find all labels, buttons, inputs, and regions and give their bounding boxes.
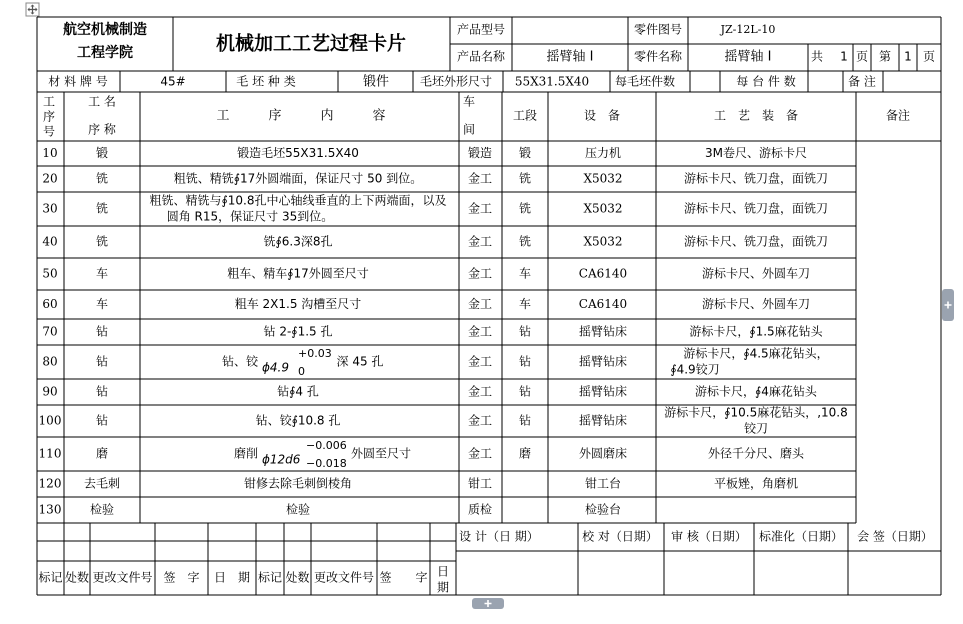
row-content: 铣∮6.3深8孔 — [263, 234, 333, 249]
row-workshop: 金工 — [467, 413, 493, 428]
row-content: 粗车、精车∮17外圆至尺寸 — [227, 266, 369, 281]
row-name: 钻 — [95, 324, 109, 339]
row-seq: 20 — [42, 171, 58, 186]
row-content: 锻造毛坯55X31.5X40 — [237, 146, 359, 160]
row-workshop: 锻造 — [467, 146, 493, 160]
row-content: 钻∮4 孔 — [277, 384, 319, 399]
row-tooling: 游标卡尺，∮4.5麻花钻头， — [683, 346, 829, 361]
revision-label: 处数 — [285, 570, 310, 585]
row-tooling: 游标卡尺，∮10.5麻花钻头，,10.8 — [664, 405, 848, 420]
row-name: 车 — [95, 297, 109, 311]
row-section: 钻 — [518, 413, 532, 428]
row-workshop: 金工 — [467, 266, 493, 281]
blank-size-value: 55X31.5X40 — [514, 74, 590, 89]
col-workshop-label: 间 — [462, 122, 476, 137]
col-seq-label: 号 — [42, 124, 56, 139]
row-workshop: 金工 — [467, 354, 493, 369]
row-content-after: 深 45 孔 — [336, 354, 384, 369]
revision-label: 处数 — [64, 570, 90, 585]
total-pages-value: 1 — [840, 49, 848, 64]
row-seq: 120 — [38, 476, 62, 491]
row-name: 锻 — [95, 146, 109, 160]
row-equipment: CA6140 — [578, 266, 628, 281]
row-content: 钳修去除毛刺倒棱角 — [243, 476, 353, 491]
row-content: 钻 2-∮1.5 孔 — [263, 324, 333, 339]
row-content: 检验 — [285, 502, 311, 517]
part-no-label: 零件图号 — [633, 22, 683, 37]
row-equipment: 摇臂钻床 — [578, 413, 628, 428]
row-seq: 30 — [42, 201, 58, 216]
row-name: 钻 — [95, 413, 109, 428]
revision-label: 标记 — [38, 570, 63, 585]
row-tooling: 平板矬，角磨机 — [713, 476, 799, 491]
row-seq: 90 — [42, 384, 58, 399]
row-workshop: 钳工 — [467, 476, 493, 491]
row-tooling: 3M卷尺、游标卡尺 — [705, 146, 807, 160]
col-name-label: 序 称 — [88, 122, 116, 137]
row-content: 圆角 R15，保证尺寸 35到位。 — [166, 209, 334, 224]
revision-label: 更改文件号 — [313, 570, 375, 585]
move-handle-icon[interactable] — [26, 3, 39, 16]
row-tooling: 游标卡尺、铣刀盘，面铣刀 — [683, 201, 829, 216]
row-seq: 60 — [42, 297, 58, 311]
revision-label: 签 字 — [163, 570, 200, 585]
revision-label: 日 期 — [213, 570, 251, 585]
proofread-label: 校 对（日期） — [582, 529, 658, 544]
row-seq: 70 — [42, 324, 58, 339]
row-name: 去毛刺 — [83, 476, 121, 491]
col-section-label: 工段 — [512, 108, 538, 123]
row-section: 车 — [518, 297, 532, 311]
col-content-label: 工 序 内 容 — [216, 108, 386, 124]
revision-label: 签 字 — [379, 570, 428, 585]
row-name: 钻 — [95, 384, 109, 399]
row-section: 铣 — [518, 234, 532, 249]
row-section: 铣 — [518, 201, 532, 216]
material-label: 材 料 牌 号 — [48, 74, 108, 89]
page-no-label: 第 — [878, 49, 892, 64]
col-name-label: 工 名 — [88, 94, 116, 109]
page-unit: 页 — [855, 49, 869, 64]
add-column-button[interactable] — [942, 289, 954, 321]
row-workshop: 金工 — [467, 234, 493, 249]
product-name-label: 产品名称 — [456, 49, 506, 64]
row-name: 检验 — [89, 502, 115, 517]
row-content-after: 外圆至尺寸 — [351, 446, 412, 461]
row-section: 钻 — [518, 324, 532, 339]
part-name-label: 零件名称 — [633, 49, 683, 64]
row-equipment: 检验台 — [584, 502, 622, 517]
revision-date-label: 日 — [436, 564, 450, 579]
col-equipment-label: 设 备 — [583, 108, 621, 123]
table-text — [38, 21, 935, 595]
row-content: 钻、铰 — [221, 354, 258, 369]
part-name-value: 摇臂轴 I — [724, 49, 772, 65]
school-name: 航空机械制造 — [63, 22, 147, 38]
row-equipment: 钳工台 — [584, 476, 622, 491]
row-content-tol-low: 0 — [298, 365, 305, 378]
row-tooling: 外径千分尺、磨头 — [707, 446, 805, 461]
row-name: 磨 — [95, 446, 109, 461]
blank-type-label: 毛 坯 种 类 — [236, 74, 296, 89]
row-seq: 130 — [38, 502, 62, 517]
col-workshop-label: 车 — [462, 94, 476, 109]
row-tooling: 游标卡尺，∮1.5麻花钻头 — [689, 324, 823, 339]
row-name: 铣 — [95, 201, 109, 216]
part-no-value: JZ-12L-10 — [720, 23, 776, 36]
row-tooling: 游标卡尺、铣刀盘，面铣刀 — [683, 171, 829, 186]
row-equipment: 压力机 — [584, 146, 622, 160]
row-section: 钻 — [518, 354, 532, 369]
row-section: 钻 — [518, 384, 532, 399]
row-equipment: 摇臂钻床 — [578, 384, 628, 399]
col-seq-label: 序 — [42, 109, 56, 124]
row-tooling: 铰刀 — [743, 421, 769, 436]
page-unit: 页 — [922, 49, 936, 64]
row-equipment: X5032 — [583, 171, 623, 186]
row-name: 铣 — [95, 234, 109, 249]
row-content-dim: ϕ4.9 — [262, 360, 289, 375]
standardize-label: 标准化（日期） — [758, 529, 844, 544]
material-value: 45# — [160, 74, 186, 89]
row-equipment: X5032 — [583, 201, 623, 216]
remark-label: 备 注 — [848, 74, 876, 89]
row-equipment: CA6140 — [578, 297, 628, 311]
design-label: 设 计（日 期） — [459, 529, 539, 544]
row-tooling: 游标卡尺，∮4麻花钻头 — [695, 384, 817, 399]
row-tooling: ∮4.9铰刀 — [670, 362, 720, 377]
row-name: 铣 — [95, 171, 109, 186]
row-seq: 110 — [38, 446, 62, 461]
school-name: 工程学院 — [77, 45, 133, 61]
row-content: 粗车 2X1.5 沟槽至尺寸 — [234, 297, 362, 311]
row-content: 粗铣、精铣与∮10.8孔中心轴线垂直的上下两端面，以及 — [149, 193, 447, 208]
blank-type-value: 锻件 — [362, 74, 390, 90]
row-section: 铣 — [518, 171, 532, 186]
review-label: 审 核（日期） — [671, 529, 747, 544]
col-seq-label: 工 — [42, 94, 56, 109]
row-seq: 40 — [42, 234, 58, 249]
row-workshop: 金工 — [467, 446, 493, 461]
revision-date-label: 期 — [436, 580, 450, 595]
row-section: 锻 — [518, 146, 532, 160]
row-workshop: 金工 — [467, 297, 493, 311]
row-equipment: 摇臂钻床 — [578, 354, 628, 369]
per-blank-label: 每毛坯件数 — [614, 74, 676, 89]
revision-label: 更改文件号 — [92, 570, 153, 585]
row-tooling: 游标卡尺、铣刀盘，面铣刀 — [683, 234, 829, 249]
total-pages-label: 共 — [810, 49, 824, 64]
row-name: 钻 — [95, 354, 109, 369]
row-content: 钻、铰∮10.8 孔 — [255, 413, 341, 428]
row-name: 车 — [95, 266, 109, 281]
revision-label: 标记 — [257, 570, 283, 585]
row-workshop: 金工 — [467, 171, 493, 186]
col-remark-label: 备注 — [885, 108, 911, 123]
row-content-tol-low: −0.018 — [306, 457, 347, 470]
row-tooling: 游标卡尺、外圆车刀 — [701, 297, 811, 311]
row-section: 磨 — [518, 446, 532, 461]
row-content-tol-up: +0.03 — [298, 347, 332, 360]
row-content: 粗铣、精铣∮17外圆端面，保证尺寸 50 到位。 — [173, 171, 423, 186]
row-seq: 50 — [42, 266, 58, 281]
product-model-label: 产品型号 — [456, 22, 506, 37]
blank-size-label: 毛坯外形尺寸 — [419, 74, 493, 89]
row-equipment: 摇臂钻床 — [578, 324, 628, 339]
col-tooling-label: 工 艺 装 备 — [713, 108, 799, 123]
countersign-label: 会 签（日期） — [857, 529, 933, 544]
per-unit-label: 每 台 件 数 — [736, 74, 796, 89]
row-seq: 10 — [42, 146, 58, 160]
row-content: 磨削 — [233, 446, 258, 461]
row-workshop: 金工 — [467, 201, 493, 216]
row-seq: 100 — [38, 413, 62, 428]
row-content-dim: ϕ12d6 — [262, 452, 301, 467]
page-no-value: 1 — [904, 49, 912, 64]
product-name-value: 摇臂轴 I — [546, 49, 594, 65]
add-row-button[interactable] — [472, 598, 504, 609]
row-workshop: 质检 — [467, 502, 493, 517]
row-equipment: 外圆磨床 — [578, 446, 628, 461]
row-seq: 80 — [42, 354, 58, 369]
row-content-tol-up: −0.006 — [306, 439, 347, 452]
row-equipment: X5032 — [583, 234, 623, 249]
page-title: 机械加工工艺过程卡片 — [215, 32, 407, 55]
row-workshop: 金工 — [467, 324, 493, 339]
row-workshop: 金工 — [467, 384, 493, 399]
row-tooling: 游标卡尺、外圆车刀 — [701, 266, 811, 281]
row-section: 车 — [518, 266, 532, 281]
